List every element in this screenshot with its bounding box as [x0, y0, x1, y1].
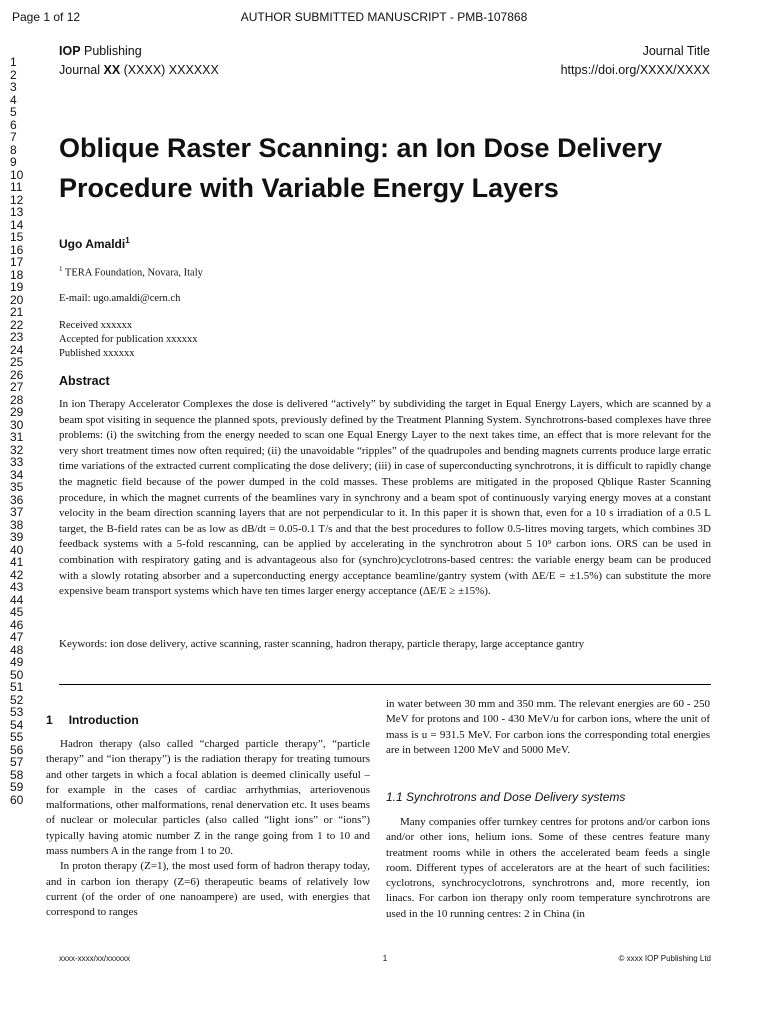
line-number: 29: [10, 405, 24, 419]
line-number: 21: [10, 305, 24, 319]
line-number: 24: [10, 342, 24, 357]
line-number: 8: [10, 142, 17, 157]
line-number: 26: [10, 367, 24, 382]
section-divider: [59, 684, 711, 685]
line-number: 31: [10, 430, 24, 444]
affiliation: [59, 265, 203, 279]
line-number: 45: [10, 605, 24, 619]
email[interactable]: E-mail: ugo.amaldi@cern.ch: [59, 293, 181, 304]
line-number: 9: [10, 155, 17, 169]
line-number: 54: [10, 717, 24, 732]
line-number: 17: [10, 255, 24, 269]
line-number: 56: [10, 742, 24, 757]
line-number: 6: [10, 117, 17, 132]
line-number: 35: [10, 480, 24, 494]
line-number: 2: [10, 67, 17, 82]
line-number: 19: [10, 280, 24, 294]
line-number: 55: [10, 730, 24, 744]
footer-copyright: © xxxx IOP Publishing Ltd: [618, 954, 711, 963]
line-number: 1: [10, 55, 17, 69]
line-number: 33: [10, 455, 24, 469]
line-number: 10: [10, 167, 24, 182]
published-date: Published xxxxxx: [59, 348, 135, 359]
line-number: 47: [10, 630, 24, 644]
line-number: 36: [10, 492, 24, 507]
line-number: 25: [10, 355, 24, 369]
line-number: 18: [10, 267, 24, 282]
author-sup: 1: [125, 236, 130, 245]
received-date: Received xxxxxx: [59, 320, 133, 331]
line-number: 27: [10, 380, 24, 394]
line-number: 52: [10, 692, 24, 707]
line-number: 43: [10, 580, 24, 594]
line-number: 14: [10, 217, 24, 232]
journal-rest: (XXXX) XXXXXX: [120, 63, 219, 77]
intro-title: Introduction: [68, 713, 139, 727]
page-counter: Page 1 of 12: [12, 10, 81, 24]
accepted-date: Accepted for publication xxxxxx: [59, 334, 198, 345]
line-number: 3: [10, 80, 17, 94]
line-number: 49: [10, 655, 24, 669]
line-number: 37: [10, 505, 24, 519]
journal-prefix: Journal: [59, 63, 104, 77]
line-number: 51: [10, 680, 24, 694]
author-text: Ugo Amaldi: [59, 237, 126, 251]
line-number: 28: [10, 392, 24, 407]
line-numbers: [10, 56, 30, 806]
line-number: 60: [10, 792, 24, 807]
journal-volume: [59, 63, 219, 77]
intro-paragraph-2: In proton therapy (Z=1), the most used form of hadron therapy today, and in carbon ion therapy (Z=6) therapeutic beams of relatively low current (of the order of one nanoampere) are used, with energies that correspond to ranges: [46, 860, 370, 919]
intro-paragraph-1: Hadron therapy (also called “charged particle therapy”, “particle therapy” and “ion therapy”) is the radiation therapy for treating tumours and other targets in which a focal ablation is deemed clinically useful – for example in the cases of cardiac arrhythmias, arteriovenous malformations, other malformations, renal denervation etc. It uses beams of nuclear or molecular particles (also called “light ions” or “ions”) typically having atomic number Z in the range going from 1 to 10 and mass numbers A in the range from 1 to 20.: [46, 738, 370, 858]
publisher-label: [59, 44, 142, 58]
line-number: 20: [10, 292, 24, 307]
line-number: 32: [10, 442, 24, 457]
line-number: 44: [10, 592, 24, 607]
line-number: 16: [10, 242, 24, 257]
line-number: 53: [10, 705, 24, 719]
line-number: 15: [10, 230, 24, 244]
line-number: 4: [10, 92, 17, 107]
line-number: 46: [10, 617, 24, 632]
line-number: 59: [10, 780, 24, 794]
line-number: 38: [10, 517, 24, 532]
line-number: 34: [10, 467, 24, 482]
journal-title: Journal Title: [642, 44, 710, 58]
line-number: 11: [10, 180, 23, 194]
line-number: 30: [10, 417, 24, 432]
line-number: 5: [10, 105, 17, 119]
line-number: 13: [10, 205, 24, 219]
line-number: 41: [10, 555, 24, 569]
line-number: 12: [10, 192, 24, 207]
line-number: 50: [10, 667, 24, 682]
publisher-rest: Publishing: [80, 44, 142, 58]
footer-page: 1: [382, 954, 388, 963]
line-number: 39: [10, 530, 24, 544]
paper-title: Oblique Raster Scanning: an Ion Dose Delivery Procedure with Variable Energy Layers: [59, 133, 663, 203]
right-column: [386, 697, 710, 758]
line-number: 40: [10, 542, 24, 557]
subsection-heading: 1.1 Synchrotrons and Dose Delivery systems: [386, 790, 626, 804]
footer-code: xxxx-xxxx/xx/xxxxxx: [59, 954, 131, 963]
publisher-bold: IOP: [59, 44, 81, 58]
doi-link[interactable]: https://doi.org/XXXX/XXXX: [560, 63, 710, 77]
col2-paragraph-2: Many companies offer turnkey centres for protons and/or carbon ions and/or other ions, helium ions. Some of these centres feature many treatment rooms while in others the accelerated beam feeds a single room. Different types of accelerators are at the heart of such facilities: cyclotrons, synchrocyclotrons, synchrotrons and, more recently, ion linacs. For carbon ion therapy only room temperature synchrotrons are used in the 10 running centres: 2 in China (in: [386, 816, 710, 920]
manuscript-label: AUTHOR SUBMITTED MANUSCRIPT - PMB-107868: [240, 10, 528, 24]
journal-bold: XX: [103, 63, 121, 77]
left-column: [46, 737, 370, 921]
line-number: 48: [10, 642, 24, 657]
line-number: 23: [10, 330, 24, 344]
line-number: 57: [10, 755, 24, 769]
keywords: Keywords: ion dose delivery, active scanning, raster scanning, hadron therapy, particle therapy, large acceptance gantry: [59, 638, 585, 650]
right-column-2: [386, 815, 710, 922]
intro-number: 1: [46, 713, 53, 727]
intro-heading: [46, 713, 139, 727]
line-number: 22: [10, 317, 24, 332]
line-number: 42: [10, 567, 24, 582]
affiliation-sup: 1: [59, 265, 63, 273]
line-number: 58: [10, 767, 24, 782]
line-number: 7: [10, 130, 17, 144]
abstract-heading: Abstract: [59, 374, 110, 388]
abstract-text: In ion Therapy Accelerator Complexes the dose is delivered “actively” by subdividing the target in Equal Energy Layers, which are scanned by a beam spot visiting in sequence the planned spots, previously defined by the Treatment Planning System. Synchrotrons-based complexes have three problems: (i) the switching from the energy needed to scan one Equal Energy Layer to the next takes time, an effect that is more relevant for the very short treatment times now often required; (ii) the unavoidable “ripples” of the quadrupoles and bending magnets currents produce large erratic time variations of the extracted current complicating the dose delivery; (iii) in case of superconducting synchrotrons, it is difficult to rapidly change the magnetic field because of the power dumped in the cold masses. These problems are mitigated in the proposed Qblique Raster Scanning procedure, in which the magnet currents of the beamlines vary in synchrony and a beam spot of continuously varying energy moves at a constant velocity in the beam direction scanning layers that are not perpendicular to it. In this paper it is shown that, even for a 10 s irradiation of a 0.5 L target, the B-field rates can be as low as dB/dt = 0.05-0.1 T/s and that the best procedures to follow 0.5-litres moving targets, which combines 3D feedback systems with a 5-fold rescanning, can be applied by accelerating in the synchrotron about 5 10⁹ carbon ions. ORS can be used in combination with respiratory gating and is advantageous also for (synchro)cyclotrons-based centres: the variable energy beam can be produced with a slowly rotating absorber and a superconducting energy acceptance beamline/gantry system (with ΔE/E = ±1.5%) can substitute the more expensive beam transport systems which have ten times larger energy acceptance (ΔE/E ≥ ±15%).: [59, 398, 711, 598]
col2-paragraph-1: in water between 30 mm and 350 mm. The relevant energies are 60 - 250 MeV for protons and 100 - 430 MeV/u for carbon ions, where the unit of mass is u = 931.5 MeV. For carbon ions the corresponding total energies are in between 1200 MeV and 5000 MeV.: [386, 698, 710, 756]
affiliation-text: TERA Foundation, Novara, Italy: [62, 267, 203, 279]
author-name: [59, 236, 130, 251]
top-bar: [12, 10, 756, 26]
